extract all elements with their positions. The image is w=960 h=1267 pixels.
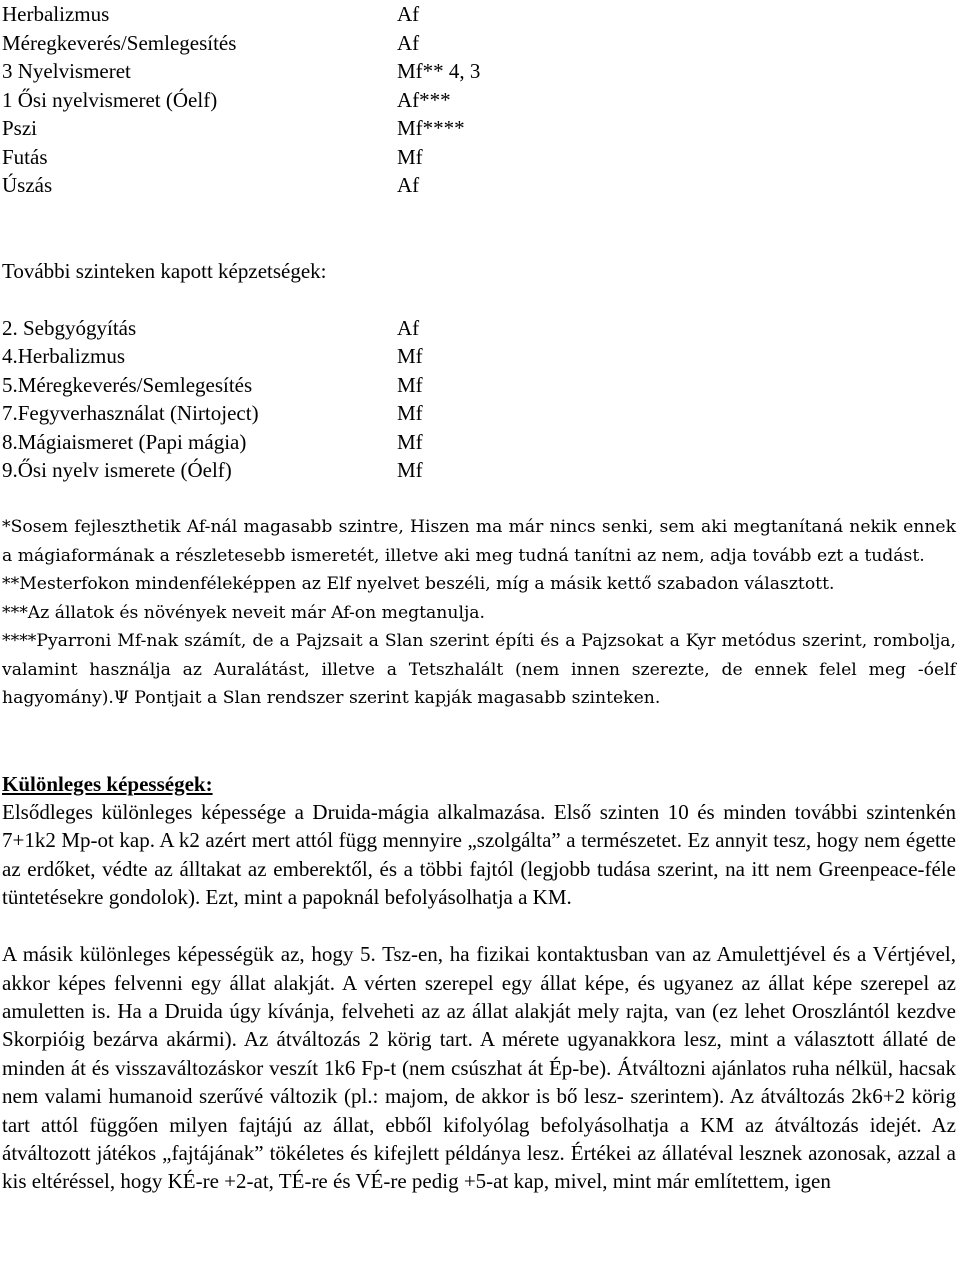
further-skill-row bbox=[2, 314, 956, 343]
skill-row bbox=[2, 143, 956, 172]
spacer bbox=[2, 228, 956, 257]
document-page bbox=[2, 0, 956, 1196]
further-skill-list bbox=[2, 314, 956, 485]
skill-row bbox=[2, 114, 956, 143]
skill-level: Mf**** bbox=[397, 116, 465, 140]
skill-name: 7.Fegyverhasználat (Nirtoject) bbox=[2, 401, 259, 425]
skill-name: Futás bbox=[2, 144, 48, 169]
skill-level: Mf** 4, 3 bbox=[397, 59, 481, 83]
footnotes bbox=[2, 513, 956, 713]
spacer bbox=[2, 713, 956, 742]
skill-level: Af bbox=[397, 2, 420, 26]
spacer bbox=[2, 200, 956, 229]
skill-level: Mf bbox=[397, 344, 423, 368]
paragraph: A másik különleges képességük az, hogy 5. Tsz-en, ha fizikai kontaktusban van az Amulettjével és a Vértjével, akkor képes felvenni egy állat alakját. A vérten szerepel egy állat képe, és ugyanez az állat képe szerepel az amuletten is. Ha a Druida úgy kívánja, felveheti az az állat alakját mely rajta, van (ez lehet Oroszlántól kezdve Skorpióig bezárva akármi). Az átváltozás 2 körig tart. A mérete ugyanakkora lesz, mint a választott állaté de minden át és visszaváltozáskor veszít 1k6 Fp-t (nem csúszhat át Ép-be). Átváltozni ajánlatos ruha nélkül, hacsak nem valami humanoid szerűvé változik (pl.: majom, de akkor is bő lesz- szerintem). Az átváltozás 2k6+2 körig tart attól függően milyen fajtájú az állat, ebből kifolyólag befolyásolhatja a KM az átváltozás idejét. Az átváltozott játékos „fajtájának” tökéletes és kifejlett példánya lesz. Értékei az állatéval lesznek azonosak, azzal a kis eltéréssel, hogy KÉ-re +2-at, TÉ-re és VÉ-re pedig +5-at kap, mivel, mint már említettem, igen bbox=[2, 942, 956, 1194]
skill-level: Mf bbox=[397, 458, 423, 482]
further-skill-row bbox=[2, 371, 956, 400]
skill-row bbox=[2, 171, 956, 200]
footnote: *Sosem fejleszthetik Af-nál magasabb szintre, Hiszen ma már nincs senki, sem aki megtanítaná nekik ennek a mágiaformának a részletesebb ismeretét, illetve aki meg tudná tanítni az nem, adja tovább ezt a tudást. bbox=[2, 517, 956, 566]
skill-row bbox=[2, 86, 956, 115]
skill-name: 5.Méregkeverés/Semlegesítés bbox=[2, 372, 253, 397]
spacer bbox=[2, 912, 956, 941]
paragraph: Elsődleges különleges képessége a Druida-mágia alkalmazása. Első szinten 10 és minden további szintenkén 7+1k2 Mp-ot kap. A k2 azért mert attól függ mennyire „szolgálta” a természetet. Ez annyit tesz, hogy nem égette az erdőket, védte az álltakat az emberektől, és a többi fajtól (legjobb tudása szerint, na itt nem Greenpeace-féle tüntetésekre gondolok). Ezt, mint a papoknál befolyásolhatja a KM. bbox=[2, 800, 956, 910]
footnote: ***Az állatok és növények neveit már Af-on megtanulja. bbox=[2, 602, 485, 623]
skill-level: Af bbox=[397, 315, 420, 340]
footnote: **Mesterfokon mindenféleképpen az Elf nyelvet beszéli, míg a másik kettő szabadon választott. bbox=[2, 574, 835, 594]
skill-row bbox=[2, 0, 956, 29]
skill-level: Af bbox=[397, 30, 420, 55]
further-skill-row bbox=[2, 456, 956, 485]
further-skills-title: További szinteken kapott képzetségek: bbox=[2, 258, 327, 283]
further-skill-row bbox=[2, 399, 956, 428]
skill-name: 8.Mágiaismeret (Papi mágia) bbox=[2, 429, 247, 454]
skill-level: Af*** bbox=[397, 87, 451, 112]
skill-name: 9.Ősi nyelv ismerete (Óelf) bbox=[2, 458, 232, 482]
skill-name: 4.Herbalizmus bbox=[2, 344, 126, 368]
spacer bbox=[2, 741, 956, 770]
skill-name: 3 Nyelvismeret bbox=[2, 59, 131, 83]
skill-row bbox=[2, 29, 956, 58]
skill-name: Herbalizmus bbox=[2, 2, 110, 26]
skill-level: Mf bbox=[397, 144, 423, 169]
skill-name: Pszi bbox=[2, 116, 38, 140]
skill-level: Mf bbox=[397, 429, 423, 454]
further-skill-row bbox=[2, 342, 956, 371]
further-skill-row bbox=[2, 428, 956, 457]
skill-level: Af bbox=[397, 173, 420, 197]
section-heading: Különleges képességek: bbox=[2, 771, 213, 796]
skill-name: 1 Ősi nyelvismeret (Óelf) bbox=[2, 87, 218, 112]
spacer bbox=[2, 285, 956, 314]
skill-name: Úszás bbox=[2, 173, 53, 197]
spacer bbox=[2, 485, 956, 514]
skill-name: Méregkeverés/Semlegesítés bbox=[2, 30, 237, 55]
skill-name: 2. Sebgyógyítás bbox=[2, 315, 137, 340]
skill-list bbox=[2, 0, 956, 200]
skill-level: Mf bbox=[397, 401, 423, 425]
skill-level: Mf bbox=[397, 372, 423, 397]
footnote: ****Pyarroni Mf-nak számít, de a Pajzsait a Slan szerint építi és a Pajzsokat a Kyr metódus szerint, rombolja, valamint használja az Auralátást, illetve a Tetszhalált (nem innen szerezte, de ennek felel meg -óelf hagyomány).Ψ Pontjait a Slan rendszer szerint kapják magasabb szinteken. bbox=[2, 631, 956, 708]
skill-row bbox=[2, 57, 956, 86]
